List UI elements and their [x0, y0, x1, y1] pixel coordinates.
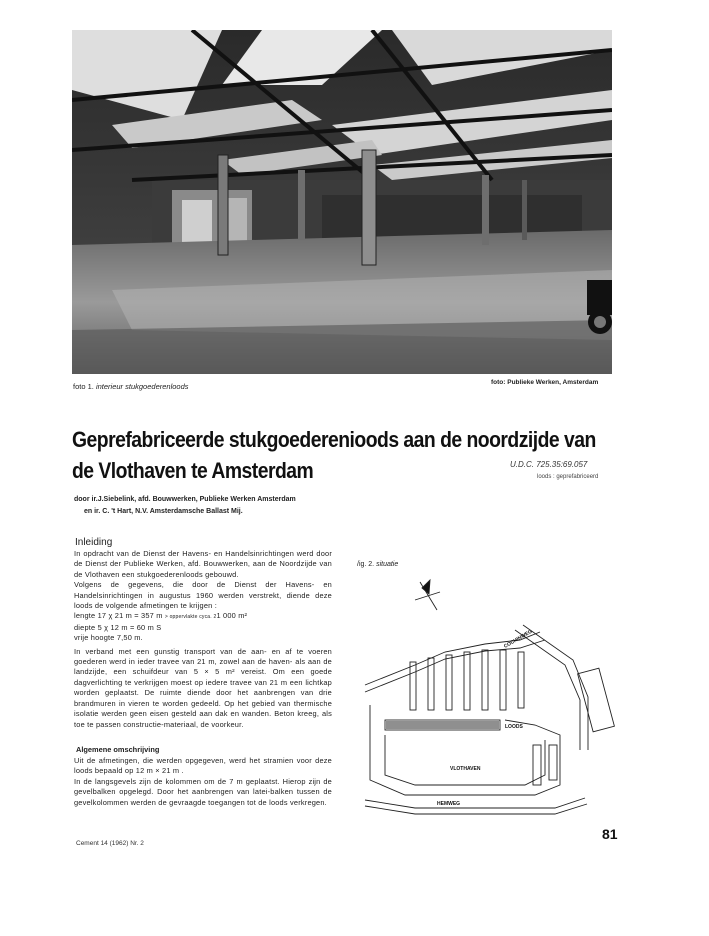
- journal-footer: Cement 14 (1962) Nr. 2: [76, 840, 144, 847]
- figure-2-caption: [357, 561, 398, 568]
- algemeen-body: [74, 756, 332, 808]
- inleiding-paragraph-1: In opdracht van de Dienst der Havens- en Handelsinrichtingen werd door de Dienst der Publieke Werken, afd. Bouwwerken, aan de Noordzijde van de Vlothaven een stukgoederenloods gebouwd.: [74, 549, 332, 579]
- photo-credit: foto: Publieke Werken, Amsterdam: [491, 379, 599, 386]
- inleiding-paragraph-3: In verband met een gunstig transport van de aan- en af te voeren goederen werd in ieder travee van 21 m, zowel aan de haven- als aan de landzijde, een schuifdeur van 5 × 5 m² vereist. Om een goede dagverlichting te verkrijgen moest op iedere travee van 21 m een lichtkap worden geplaatst. De ruimte diende door het aanbrengen van drie brandmuren in vieren te worden gedeeld. Op het gebied van thermische isolatie werden geen eisen gesteld aan dak en wanden. Beton kreeg, als toe te passen constructie-materiaal, de voorkeur.: [74, 646, 332, 729]
- authors-line-1: door ir.J.Siebelink, afd. Bouwwerken, Publieke Werken Amsterdam: [74, 496, 296, 503]
- figure-2-text: situatie: [376, 561, 399, 568]
- title-line-2: de Vlothaven te Amsterdam: [72, 458, 314, 483]
- dimension-height: vrije hoogte 7,50 m.: [74, 633, 143, 643]
- figure-2-prefix: /ig. 2.: [357, 561, 375, 568]
- authors-line-2: en ir. C. 't Hart, N.V. Amsterdamsche Ballast Mij.: [84, 508, 243, 515]
- north-arrow-icon: [415, 580, 440, 610]
- algemeen-paragraph-1: Uit de afmetingen, die werden opgegeven, werd het stramien voor deze loods bepaald op 12 m × 21 m .: [74, 756, 332, 776]
- dimension-length: [74, 611, 332, 622]
- site-plan-drawing: [355, 570, 620, 820]
- photo-caption-text: interieur stukgoederenloods: [95, 382, 189, 391]
- udc-code: U.D.C. 725.35:69.057: [510, 460, 588, 469]
- label-hemweg: HEMWEG: [437, 801, 461, 807]
- keyword-label: loods : geprefabriceerd: [537, 474, 599, 480]
- dimension-area-label: > oppervlakte cyca. 2: [164, 614, 217, 621]
- inleiding-heading: Inleiding: [75, 537, 113, 548]
- dimension-area-value: 1 000 m²: [216, 611, 248, 621]
- label-loods: LOODS: [505, 724, 523, 730]
- label-cochinweg: COCHINWEG: [503, 628, 534, 650]
- interior-photo: [72, 30, 612, 374]
- inleiding-body: [74, 549, 332, 730]
- photo-caption-prefix: foto 1.: [73, 382, 94, 391]
- dimension-length-value: lengte 17 χ 21 m = 357 m: [74, 611, 163, 621]
- page-number: 81: [602, 826, 618, 842]
- warehouse-interior-image: [72, 30, 612, 374]
- photo-caption: [73, 382, 189, 391]
- label-vlothaven: VLOTHAVEN: [450, 766, 481, 772]
- algemeen-heading: Algemene omschrijving: [76, 745, 160, 754]
- inleiding-paragraph-2: Volgens de gegevens, die door de Dienst der Havens- en Handelsinrichtingen in augustus 1960 werden verstrekt, diende deze loods de volgende afmetingen te krijgen :: [74, 580, 332, 611]
- algemeen-paragraph-2: In de langsgevels zijn de kolommen om de 7 m geplaatst. Hierop zijn de gevelbalken opgelegd. Door het aanbrengen van latei-balken tussen de gevelkolommen werden de gevraagde toegangen tot de loods verkregen.: [74, 776, 332, 807]
- dimension-depth: diepte 5 χ 12 m = 60 m S: [74, 622, 162, 632]
- title-line-1: Geprefabriceerde stukgoederenioods aan de noordzijde van: [72, 427, 596, 452]
